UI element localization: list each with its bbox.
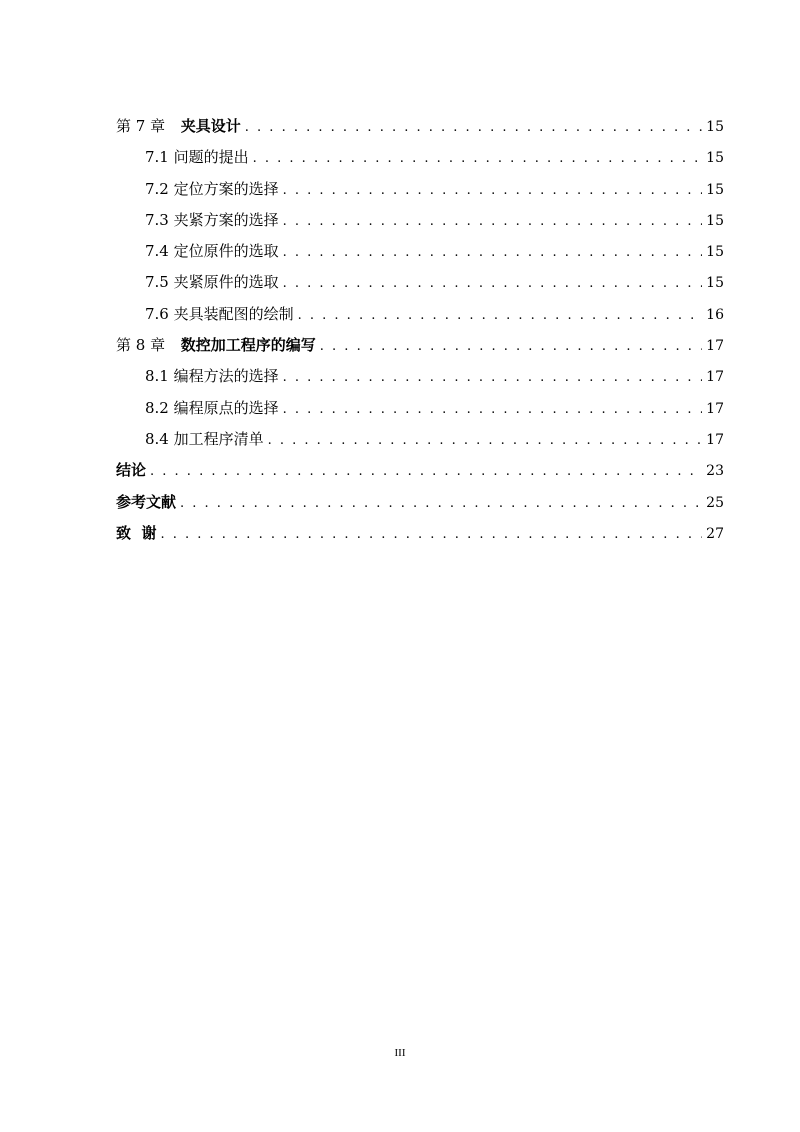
toc-page-number: 17 [706,369,724,386]
toc-page-number: 27 [706,525,724,542]
dot-leader [320,336,702,358]
toc-page-number: 17 [706,400,724,417]
table-of-contents [116,115,724,553]
toc-page-number: 15 [706,181,724,198]
toc-entry-label: 8.1 编程方法的选择 [145,367,279,386]
dot-leader [150,461,702,483]
toc-entry-7-4[interactable] [116,240,724,271]
toc-page-number: 15 [706,119,724,135]
toc-page-number: 25 [706,494,724,511]
toc-entry-references[interactable] [116,491,724,522]
toc-page-number: 16 [706,306,724,323]
toc-page-number: 17 [706,338,724,355]
toc-entry-label: 8.4 加工程序清单 [145,429,264,448]
toc-entry-label: 8.2 编程原点的选择 [145,398,279,417]
dot-leader [160,524,702,546]
toc-entry-label: 7.1 问题的提出 [145,148,249,167]
dot-leader [283,273,703,295]
toc-entry-7-1[interactable] [116,146,724,177]
dot-leader [283,242,703,264]
page-footer-number: III [394,1047,406,1059]
dot-leader [283,367,703,389]
toc-entry-label: 第 7 章 夹具设计 [116,117,241,135]
toc-page-number: 15 [706,275,724,292]
toc-entry-label: 第 8 章 数控加工程序的编写 [116,336,316,355]
toc-entry-chapter-7[interactable] [116,115,724,146]
dot-leader [253,148,703,170]
toc-entry-conclusion[interactable] [116,459,724,490]
toc-entry-label: 致 谢 [116,523,157,542]
toc-entry-8-1[interactable] [116,365,724,396]
toc-entry-label: 参考文献 [116,492,177,511]
dot-leader [298,305,703,327]
dot-leader [283,211,703,233]
dot-leader [180,493,702,515]
toc-entry-7-2[interactable] [116,178,724,209]
toc-entry-label: 7.2 定位方案的选择 [145,179,279,198]
toc-entry-acknowledgements[interactable] [116,522,724,553]
dot-leader [268,430,703,452]
toc-entry-label: 7.5 夹紧原件的选取 [145,273,279,292]
toc-entry-7-3[interactable] [116,209,724,240]
toc-page-number: 23 [706,463,724,480]
dot-leader [283,399,703,421]
toc-page-number: 15 [706,150,724,167]
toc-entry-7-5[interactable] [116,271,724,302]
toc-entry-label: 7.6 夹具装配图的绘制 [145,304,294,323]
toc-entry-7-6[interactable] [116,303,724,334]
toc-page-number: 15 [706,244,724,261]
toc-entry-chapter-8[interactable] [116,334,724,365]
toc-entry-8-2[interactable] [116,397,724,428]
toc-entry-label: 7.4 定位原件的选取 [145,242,279,261]
toc-entry-label: 结论 [116,461,147,480]
dot-leader [283,180,703,202]
toc-page-number: 17 [706,431,724,448]
toc-page-number: 15 [706,212,724,229]
toc-entry-8-4[interactable] [116,428,724,459]
toc-entry-label: 7.3 夹紧方案的选择 [145,210,279,229]
dot-leader [245,117,702,139]
